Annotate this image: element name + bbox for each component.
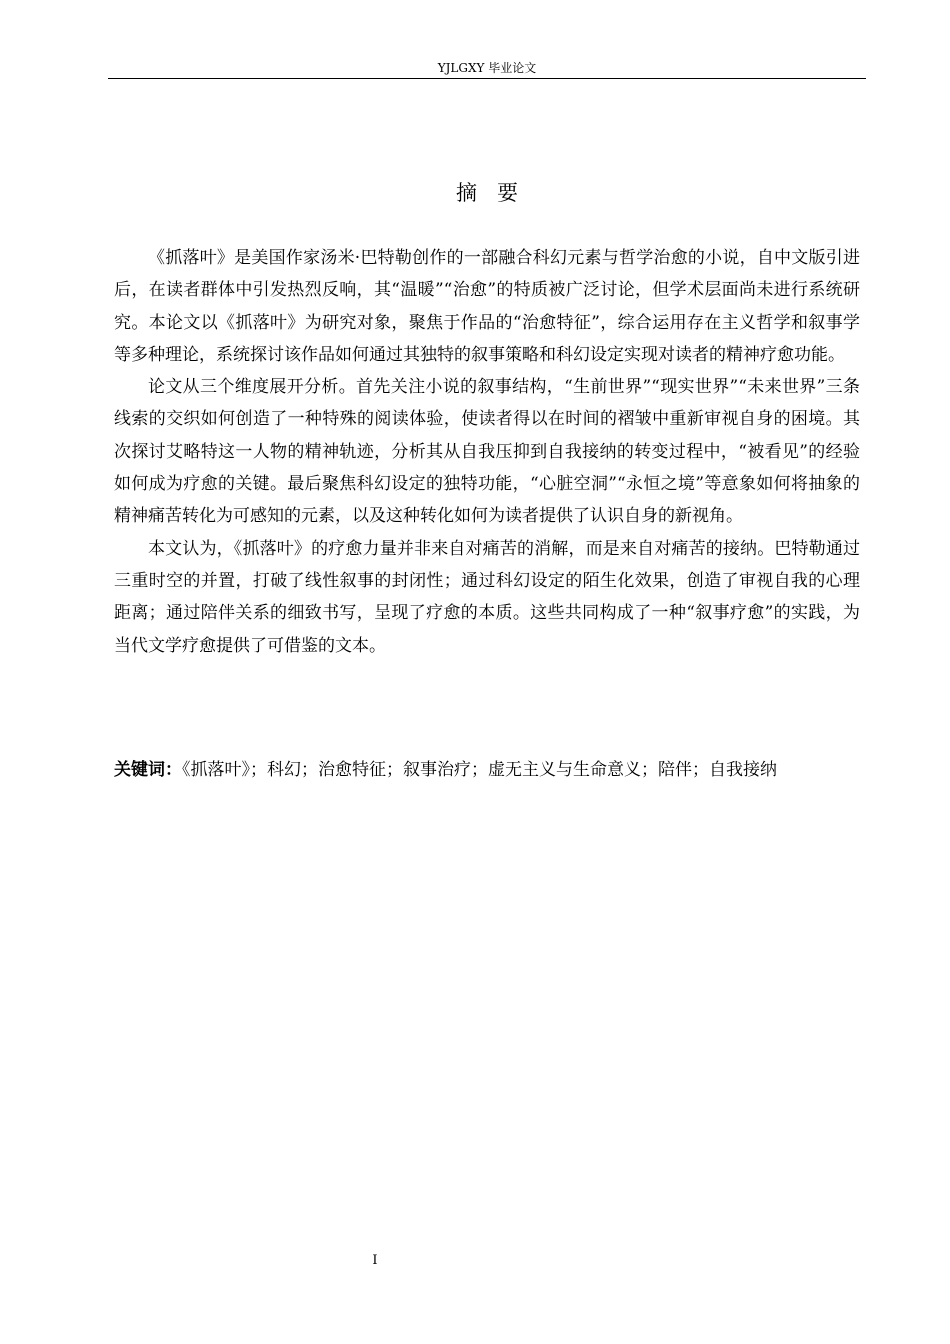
abstract-paragraph: 本文认为，《抓落叶》的疗愈力量并非来自对痛苦的消解，而是来自对痛苦的接纳。巴特勒通过三重时空的并置，打破了线性叙事的封闭性；通过科幻设定的陌生化效果，创造了审视自我的心理距离；通过陪伴关系的细致书写，呈现了疗愈的本质。这些共同构成了一种“叙事疗愈”的实践，为当代文学疗愈提供了可借鉴的文本。 (114, 538, 860, 656)
keywords-label: 关键词： (114, 760, 182, 780)
running-header (108, 60, 866, 79)
keywords-text: 《抓落叶》；科幻；治愈特征；叙事治疗；虚无主义与生命意义；陪伴；自我接纳 (182, 760, 777, 780)
page-number: I (372, 1253, 378, 1268)
abstract-body (114, 242, 860, 662)
header-text: YJLGXY 毕业论文 (437, 61, 537, 75)
abstract-title: 摘要 (456, 181, 538, 205)
keywords-line (114, 754, 860, 786)
abstract-paragraph: 论文从三个维度展开分析。首先关注小说的叙事结构，“生前世界”“现实世界”“未来世界”三条线索的交织如何创造了一种特殊的阅读体验，使读者得以在时间的褶皱中重新审视自身的困境。其次探讨艾略特这一人物的精神轨迹，分析其从自我压抑到自我接纳的转变过程中，“被看见”的经验如何成为疗愈的关键。最后聚焦科幻设定的独特功能，“心脏空洞”“永恒之境”等意象如何将抽象的精神痛苦转化为可感知的元素，以及这种转化如何为读者提供了认识自身的新视角。 (114, 377, 860, 527)
abstract-paragraph: 《抓落叶》是美国作家汤米·巴特勒创作的一部融合科幻元素与哲学治愈的小说，自中文版引进后，在读者群体中引发热烈反响，其“温暖”“治愈”的特质被广泛讨论，但学术层面尚未进行系统研究。本论文以《抓落叶》为研究对象，聚焦于作品的“治愈特征”，综合运用存在主义哲学和叙事学等多种理论，系统探讨该作品如何通过其独特的叙事策略和科幻设定实现对读者的精神疗愈功能。 (114, 248, 860, 365)
